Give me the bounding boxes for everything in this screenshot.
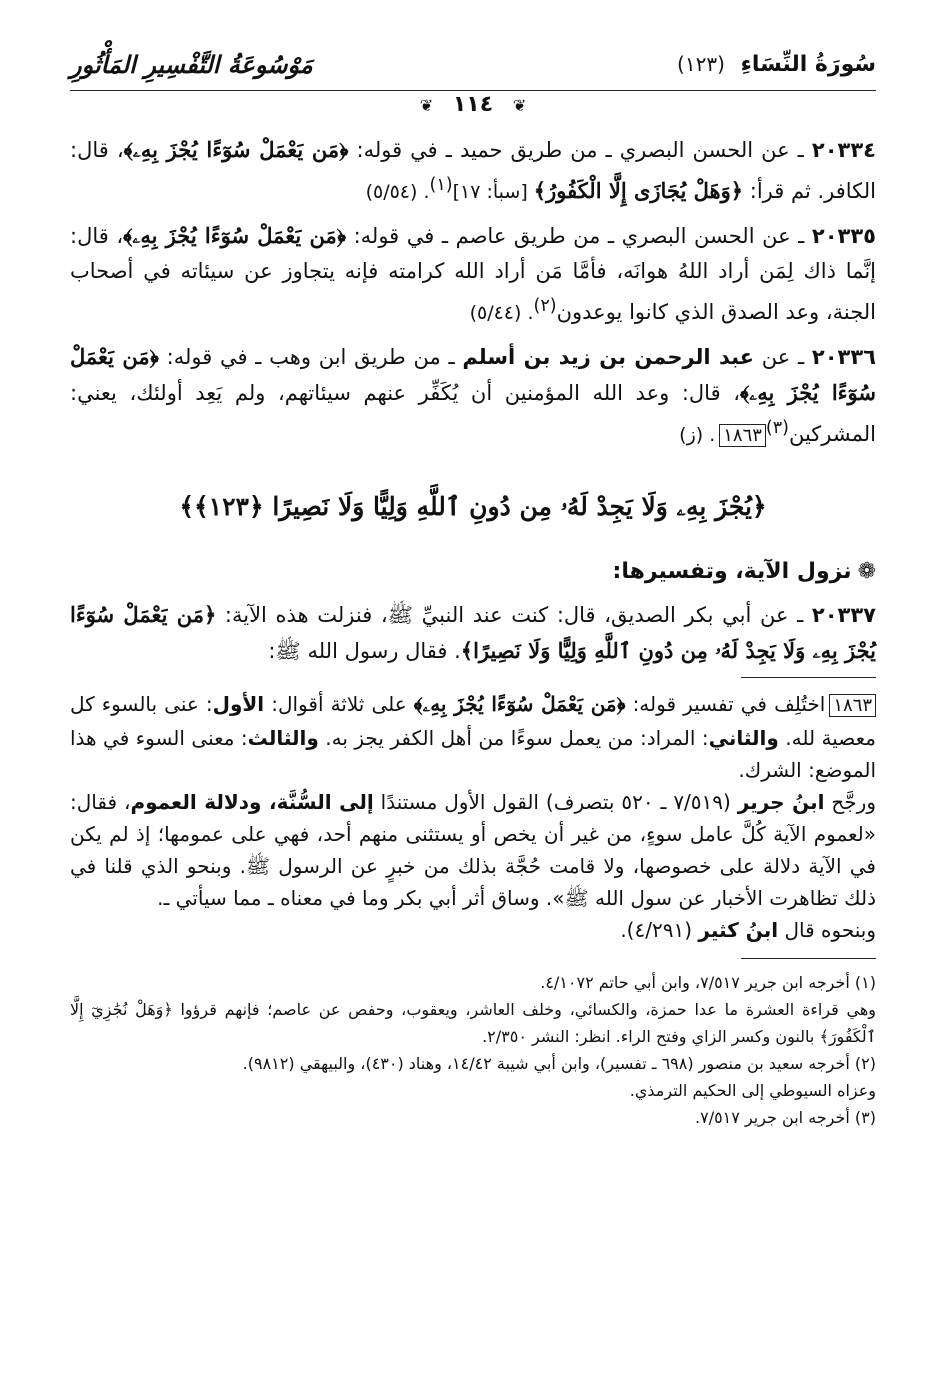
narration-entry: ٢٠٣٣٧ ـ عن أبي بكر الصديق، قال: كنت عند النبيِّ ﷺ، فنزلت هذه الآية: ﴿مَن يَعْمَلْ سُوٓءًا يُجْزَ بِهِۦ وَلَا يَجِدْ لَهُۥ مِن دُونِ ٱللَّهِ وَلِيًّا وَلَا نَصِيرًا﴾. فقال رسول الله ﷺ: <box>70 602 876 663</box>
narration-entry: ٢٠٣٣٥ ـ عن الحسن البصري ـ من طريق عاصم ـ في قوله: ﴿مَن يَعْمَلْ سُوٓءًا يُجْزَ بِهِۦ﴾، قال: إنَّما ذاك لِمَن أراد اللهُ هوانَه، فأمَّا مَن أراد الله كرامته فإنه يتجاوز عن سيئاته في أصحاب الجنة، وعد الصدق الذي كانوا يوعدون$^{(٢)}$. (٥/٤٤) <box>70 223 876 324</box>
surah-title: سُورَةُ النِّسَاءِ <box>740 52 876 77</box>
commentary-marker[interactable]: ١٨٦٣ <box>719 424 766 447</box>
narration-entry: ٢٠٣٣٤ ـ عن الحسن البصري ـ من طريق حميد ـ في قوله: ﴿مَن يَعْمَلْ سُوٓءًا يُجْزَ بِهِۦ﴾، قال: الكافر. ثم قرأ: ﴿وَهَلْ يُجَازَى إِلَّا الْكَفُورُ﴾ [سبأ: ١٧]$^{(١)}$. (٥/٥٤) <box>70 137 876 203</box>
page-number: ١١٤ <box>447 92 499 117</box>
narration-number: ٢٠٣٣٥ <box>811 224 876 248</box>
quran-quote: ﴿مَن يَعْمَلْ سُوٓءًا يُجْزَ بِهِۦ﴾ <box>70 344 876 405</box>
narration-number: ٢٠٣٣٦ <box>811 345 876 369</box>
commentary-paragraph: ١٨٦٣اختُلِف في تفسير قوله: ﴿مَن يَعْمَلْ سُوٓءًا يُجْزَ بِهِۦ﴾ على ثلاثة أقوال: الأول: عنى بالسوء كل معصية لله. والثاني: المراد: من يعمل سوءًا من أهل الكفر يجز به. والثالث: معنى السوء في هذا الموضع: الشرك. <box>70 692 876 782</box>
page-header <box>70 48 876 117</box>
footnote: (١) أخرجه ابن جرير ٧/٥١٧، وابن أبي حاتم ٤/١٠٧٢. <box>540 973 876 992</box>
quran-quote: ﴿مَن يَعْمَلْ سُوٓءًا يُجْزَ بِهِۦ وَلَا يَجِدْ لَهُۥ مِن دُونِ ٱللَّهِ وَلِيًّا وَلَا نَصِيرًا﴾ <box>70 602 876 663</box>
narration-number: ٢٠٣٣٧ <box>811 603 876 627</box>
scholar-name: ابنُ جرير <box>737 790 825 814</box>
page-number-row <box>70 90 876 118</box>
flower-icon: ❁ <box>857 559 876 584</box>
footnote: وعزاه السيوطي إلى الحكيم الترمذي. <box>629 1081 876 1100</box>
narration-entry: ٢٠٣٣٦ ـ عن عبد الرحمن بن زيد بن أسلم ـ من طريق ابن وهب ـ في قوله: ﴿مَن يَعْمَلْ سُوٓءًا يُجْزَ بِهِۦ﴾، قال: وعد الله المؤمنين أن يُكَفِّر عنهم سيئاتهم، ولم يَعِد أولئك، يعني: المشركين$^{(٣)}$١٨٦٣. (ز) <box>70 344 876 446</box>
footnote: وهي قراءة العشرة ما عدا حمزة، والكسائي، وخلف العاشر، ويعقوب، وحفص عن عاصم؛ فإنهم قرؤوا ﴿وَهَلْ نُجَٰزِيٓ إِلَّا ٱلْكَفُورَ﴾ بالنون وكسر الزاي وفتح الراء. انظر: النشر ٢/٣٥٠. <box>70 1000 876 1046</box>
quran-quote: ﴿وَهَلْ يُجَازَى إِلَّا الْكَفُورُ﴾ <box>533 178 744 203</box>
quran-quote: ﴿مَن يَعْمَلْ سُوٓءًا يُجْزَ بِهِۦ﴾ <box>413 692 626 716</box>
narration-number: ٢٠٣٣٤ <box>811 138 876 162</box>
surah-heading <box>677 52 876 77</box>
commentary-paragraph: ورجَّح ابنُ جرير (٧/٥١٩ ـ ٥٢٠ بتصرف) القول الأول مستندًا إلى السُّنَّة، ودلالة العموم، فقال: «لعموم الآية كُلَّ عامل سوءٍ، من غير أن يخص أو يستثنى منهم أحد، فهي على عمومها؛ إذ لم يكن في الآية دلالة على خصوصها، ولا قامت حُجَّة بذلك من خبرٍ عن الرسول ﷺ. وبنحو الذي قلنا في ذلك تظاهرت الأخبار عن سول الله ﷺ». وساق أثر أبي بكر وما في معناه ـ مما سيأتي ـ. <box>70 790 876 910</box>
section-title: نزول الآية، وتفسيرها: <box>612 559 852 584</box>
section-heading <box>70 554 876 589</box>
commentary-section <box>70 688 876 946</box>
book-title: مَوْسُوعَةُ التَّفْسِيرِ المَأْثُورِ <box>70 50 313 79</box>
footnote-marker[interactable]: (٢) <box>533 296 557 316</box>
narrator-name: عبد الرحمن بن زيد بن أسلم <box>462 345 755 369</box>
footnote-marker[interactable]: (٣) <box>765 418 789 438</box>
scholar-name: ابنُ كثير <box>698 918 779 942</box>
cross-reference: . (٥/٥٤) <box>365 181 430 203</box>
footnote-divider <box>741 958 876 959</box>
quran-quote: ﴿مَن يَعْمَلْ سُوٓءًا يُجْزَ بِهِۦ﴾ <box>123 137 349 162</box>
commentary-marker: ١٨٦٣ <box>829 694 876 717</box>
surah-verse-number: (١٢٣) <box>677 52 725 76</box>
footnote: (٢) أخرجه سعيد بن منصور (٦٩٨ ـ تفسير)، وابن أبي شيبة ١٤/٤٢، وهناد (٤٣٠)، والبيهقي (٩٨١٢). <box>242 1054 876 1073</box>
footnote-marker[interactable]: (١) <box>429 175 453 195</box>
ornament-icon: ❦ <box>507 96 532 115</box>
quran-verse-block: ﴿يُجْزَ بِهِۦ وَلَا يَجِدْ لَهُۥ مِن دُونِ ٱللَّهِ وَلِيًّا وَلَا نَصِيرًا ﴿١٢٣﴾﴾ <box>179 492 767 521</box>
book-page <box>70 48 876 1348</box>
main-text <box>70 132 876 669</box>
cross-reference: . (٥/٤٤) <box>469 302 534 324</box>
ornament-icon: ❦ <box>414 96 439 115</box>
cross-reference: . (ز) <box>679 424 716 446</box>
footnote: (٣) أخرجه ابن جرير ٧/٥١٧. <box>695 1108 876 1127</box>
commentary-paragraph: وبنحوه قال ابنُ كثير (٤/٢٩١). <box>620 918 876 942</box>
footnotes <box>70 969 876 1131</box>
commentary-divider <box>741 677 876 678</box>
quran-quote: ﴿مَن يَعْمَلْ سُوٓءًا يُجْزَ بِهِۦ﴾ <box>123 223 347 248</box>
